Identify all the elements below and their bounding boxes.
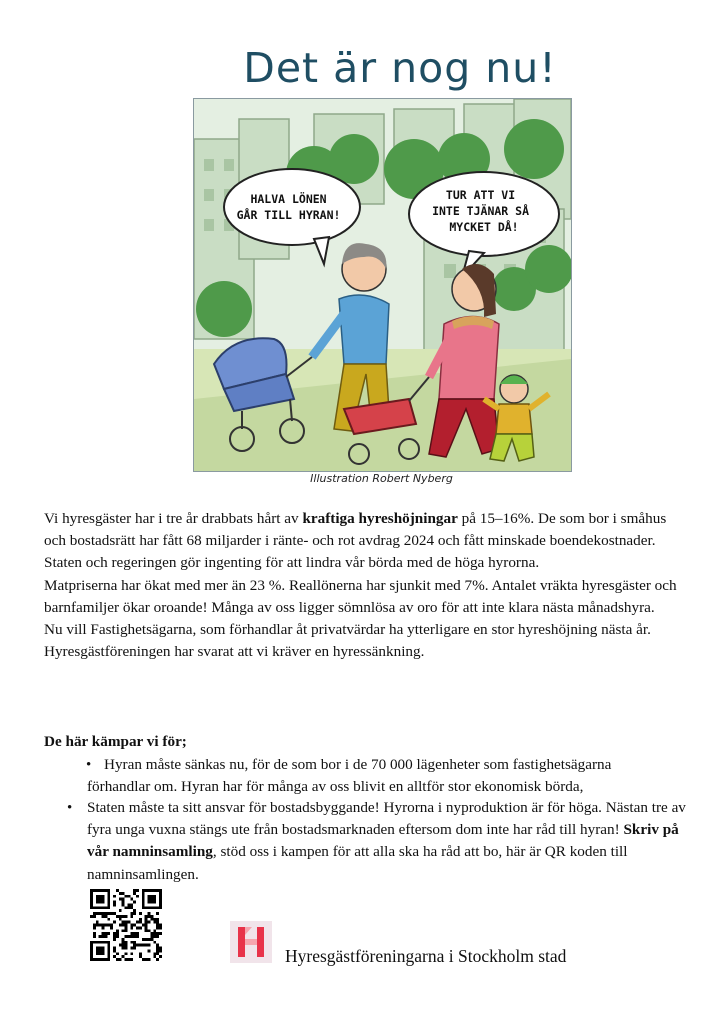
bullet-icon: • (86, 757, 92, 773)
highlight-rent-increases: kraftiga hyreshöjningar (302, 510, 458, 527)
speech-left-line-2: GÅR TILL HYRAN! (236, 208, 341, 222)
demand-item-1 (86, 754, 704, 798)
qr-code-icon[interactable] (90, 889, 162, 961)
paragraph-3: Nu vill Fastighetsägarna, som förhandlar åt privatvärdar ha ytterligare en stor hyreshöjning nästa år. Hyresgästföreningen har svarat att vi kräver en hyressänkning. (44, 621, 651, 661)
demand-item-2: • Staten måste ta sitt ansvar för bostadsbyggande! Hyrorna i nyproduktion är för höga. Nästan tre av fyra unga vuxna stängs ute från bostadsmarknaden eftersom dom inte har råd till hyran! Skriv på vår namninsamling, stöd oss i kampen för att alla ska ha råd att bo, här är QR koden till namninsamlingen. (67, 799, 686, 883)
demand-item-1-line-2: förhandlar om. Hyran har för många av oss blivit en alltför stor ekonomisk börda, (87, 778, 584, 796)
speech-right-line-3: MYCKET DÅ! (449, 220, 519, 234)
speech-right-line-1: TUR ATT VI (445, 188, 516, 202)
page-title: Det är nog nu! (243, 44, 557, 92)
bullet-icon: • (67, 800, 73, 816)
speech-left-line-1: HALVA LÖNEN (250, 192, 327, 206)
demand-item-1-line-1: Hyran måste sänkas nu, för de som bor i de 70 000 lägenheter som fastighetsägarna (104, 756, 612, 773)
cartoon-illustration (193, 98, 572, 472)
organization-logo (230, 921, 272, 963)
body-text (44, 508, 684, 663)
paragraph-2: Matpriserna har ökat med mer än 23 %. Reallönerna har sjunkit med 7%. Antalet vräkta hyresgäster och barnfamiljer ökar oroande! Många av oss ligger sömnlösa av oro för att inte klara nästa månadshyra. (44, 576, 677, 616)
demands-heading: De här kämpar vi för; (44, 733, 187, 750)
petition-callout: Skriv på vår namninsamling (87, 821, 679, 861)
organization-name: Hyresgästföreningarna i Stockholm stad (285, 946, 567, 966)
paragraph-1: Vi hyresgäster har i tre år drabbats hårt av kraftiga hyreshöjningar på 15–16%. De som bor i småhus och bostadsrätt har fått 68 miljarder i ränte- och rot avdrag 2024 och fått minskade boendekostnader. Staten och regeringen gör ingenting för att lindra vår börda med de höga hyrorna. (44, 510, 667, 572)
illustration-caption: Illustration Robert Nyberg (310, 472, 453, 485)
speech-right-line-2: INTE TJÄNAR SÅ (432, 204, 529, 218)
